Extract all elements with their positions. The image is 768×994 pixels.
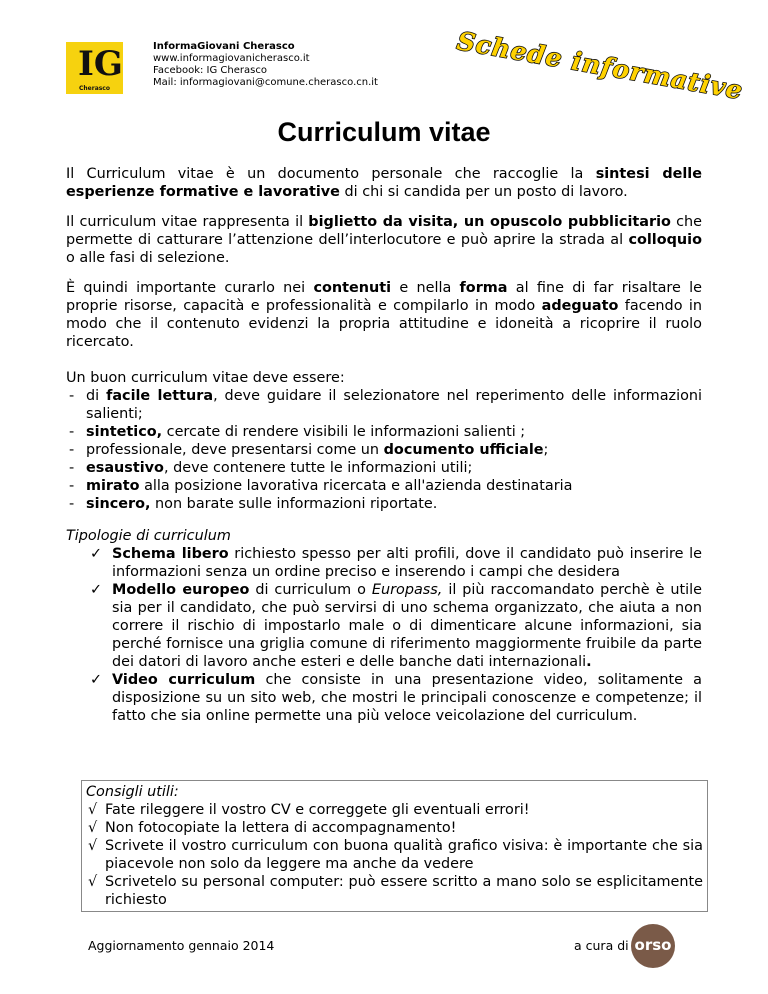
tips-box	[81, 780, 708, 912]
type-modello-europeo: ✓ Modello europeo di curriculum o Europass, il più raccomandato perchè è utile sia per il candidato, che può servirsi di uno schema organizzato, che aiuta a non correre il rischio di impostarlo male o di dimenticare alcune informazioni, sia perché fornisce una griglia comune di riferimento maggiormente fruibile da parte dei datori di lavoro anche esteri e delle banche dati internazionali.	[66, 581, 702, 671]
intro-paragraph-3: È quindi importante curarlo nei contenuti e nella forma al fine di far risaltare le proprie risorse, capacità e professionalità e compilarlo in modo adeguato facendo in modo che il contenuto evidenzi la propria attitudine e idoneità a ricoprire il ruolo ricercato.	[66, 280, 702, 350]
page-title: Curriculum vitae	[277, 117, 491, 147]
intro-paragraph-1: Il Curriculum vitae è un documento personale che raccoglie la sintesi delle esperienze formative e lavorative di chi si candida per un posto di lavoro.	[66, 166, 703, 200]
tip-item: √ Fate rileggere il vostro CV e correggete gli eventuali errori!	[86, 801, 703, 819]
org-name: InformaGiovani Cherasco	[153, 41, 295, 52]
type-video-curriculum: ✓ Video curriculum che consiste in una presentazione video, solitamente a disposizione su un sito web, che mostri le principali conoscenze e competenze; il fatto che sia online permette una più veloce veicolazione del curriculum.	[66, 671, 702, 725]
tips-list	[86, 801, 703, 909]
list-item: - mirato alla posizione lavorativa ricercata e all'azienda destinataria	[66, 477, 702, 495]
tip-item: √ Scrivete il vostro curriculum con buona qualità grafico visiva: è importante che sia piacevole non solo da leggere ma anche da vedere	[86, 837, 703, 873]
tip-item: √ Non fotocopiate la lettera di accompagnamento!	[86, 819, 703, 837]
types-heading: Tipologie di curriculum	[66, 528, 231, 544]
org-info	[153, 41, 378, 89]
footer-update: Aggiornamento gennaio 2014	[88, 938, 275, 953]
list-item: - sintetico, cercate di rendere visibili le informazioni salienti ;	[66, 423, 702, 441]
qualities-list	[66, 387, 702, 513]
schede-informative-banner	[448, 26, 746, 106]
intro-paragraph-2: Il curriculum vitae rappresenta il biglietto da visita, un opuscolo pubblicitario che permette di catturare l’attenzione dell’interlocutore e può aprire la strada al colloquio o alle fasi di selezione.	[66, 214, 702, 266]
tip-item: √ Scrivetelo su personal computer: può essere scritto a mano solo se esplicitamente richiesto	[86, 873, 703, 909]
footer-credit: a cura di	[574, 938, 629, 953]
banner-text: Schede informative	[454, 26, 746, 106]
main-content	[66, 165, 702, 725]
type-schema-libero: ✓ Schema libero richiesto spesso per alti profili, dove il candidato può inserire le informazioni senza un ordine preciso e inserendo i campi che desidera	[66, 545, 702, 581]
list-item: - sincero, non barate sulle informazioni riportate.	[66, 495, 702, 513]
org-mail: Mail: informagiovani@comune.cherasco.cn.it	[153, 77, 378, 88]
list-item: - professionale, deve presentarsi come un documento ufficiale;	[66, 441, 702, 459]
types-list	[66, 545, 702, 725]
list-item: - esaustivo, deve contenere tutte le informazioni utili;	[66, 459, 702, 477]
tips-heading: Consigli utili:	[86, 784, 179, 800]
informagiovani-logo	[66, 42, 123, 94]
org-facebook: Facebook: IG Cherasco	[153, 65, 267, 76]
qualities-heading: Un buon curriculum vitae deve essere:	[66, 370, 345, 386]
logo-ig-text: IG	[78, 44, 123, 84]
org-website[interactable]: www.informagiovanicherasco.it	[153, 53, 310, 64]
logo-label: Cherasco	[78, 85, 110, 92]
orso-logo: orso	[631, 924, 675, 968]
list-item: - di facile lettura, deve guidare il selezionatore nel reperimento delle informazioni salienti;	[66, 387, 702, 423]
